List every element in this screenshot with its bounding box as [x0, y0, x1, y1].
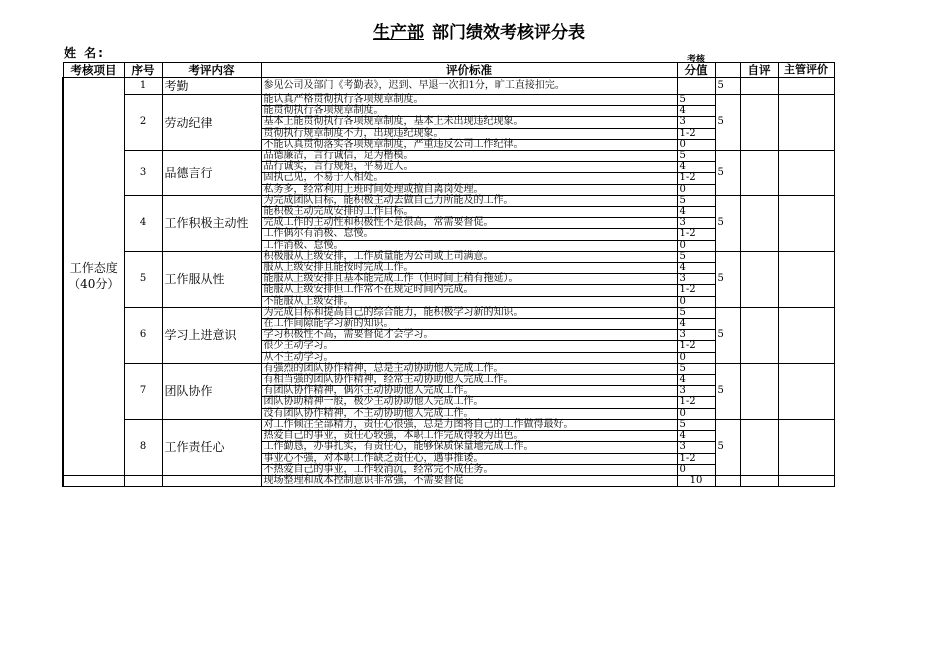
max-score-cell: 5 [715, 78, 740, 95]
criteria-cell: 事业心不强，对本职工作缺乏责任心，遇事推诿。 [261, 453, 677, 464]
supervisor-eval-cell[interactable] [778, 195, 834, 251]
score-cell: 1-2 [677, 285, 715, 296]
header-category: 考核项目 [63, 63, 124, 78]
self-eval-cell[interactable] [740, 195, 778, 251]
item-name-cell: 团队协作 [162, 363, 261, 419]
category-cell-next [63, 475, 124, 486]
table-body [63, 78, 834, 487]
criteria-cell: 工作偶尔有消极、怠慢。 [261, 229, 677, 240]
supervisor-eval-cell[interactable] [778, 95, 834, 151]
criteria-cell: 能认真严格贯彻执行各项规章制度。 [261, 95, 677, 106]
max-score-cell: 5 [715, 251, 740, 307]
header-criteria: 评价标准 [261, 63, 677, 78]
category-cell [63, 78, 124, 476]
criteria-cell: 工作勤恳，办事扎实，有责任心，能够保质保量地完成工作。 [261, 442, 677, 453]
criteria-cell: 有强烈的团队协作精神，总是主动协助他人完成工作。 [261, 363, 677, 374]
criteria-cell: 积极服从上级安排，工作质量能为公司或上司满意。 [261, 251, 677, 262]
header-score [677, 55, 715, 78]
score-cell: 5 [677, 151, 715, 162]
score-cell: 3 [677, 117, 715, 128]
category-label: 工作态度 [69, 261, 118, 276]
supervisor-eval-cell[interactable] [778, 419, 834, 475]
criteria-cell: 不能服从上级安排。 [261, 296, 677, 307]
seq-cell: 1 [124, 78, 162, 95]
header-score-top: 考核 [686, 55, 705, 65]
table-row [63, 307, 834, 318]
criteria-cell: 私务多，经常利用上班时间处理或擅自离岗处理。 [261, 184, 677, 195]
criteria-cell: 工作消极、怠慢。 [261, 240, 677, 251]
table-row [63, 363, 834, 374]
seq-cell: 3 [124, 151, 162, 196]
criteria-cell: 为完成目标和提高自己的综合能力，能积极学习新的知识。 [261, 307, 677, 318]
score-cell: 3 [677, 442, 715, 453]
score-cell: 3 [677, 330, 715, 341]
self-eval-cell[interactable] [740, 475, 778, 486]
criteria-cell: 热爱自己的事业，责任心较强，本职工作完成得较为出色。 [261, 431, 677, 442]
self-eval-cell[interactable] [740, 419, 778, 475]
criteria-cell: 不热爱自己的事业，工作较消沉，经常完不成任务。 [261, 464, 677, 475]
seq-cell: 6 [124, 307, 162, 363]
item-name-cell: 工作责任心 [162, 419, 261, 475]
max-score-cell [715, 475, 740, 486]
score-cell: 3 [677, 218, 715, 229]
score-cell: 0 [677, 408, 715, 419]
criteria-cell: 为完成团队目标，能积极主动去做自己力所能及的工作。 [261, 195, 677, 206]
seq-cell: 4 [124, 195, 162, 251]
score-cell: 4 [677, 375, 715, 386]
criteria-cell: 在工作间隙能学习新的知识。 [261, 319, 677, 330]
header-seq: 序号 [124, 63, 162, 78]
table-row [63, 151, 834, 162]
score-cell: 3 [677, 386, 715, 397]
item-name-cell: 劳动纪律 [162, 95, 261, 151]
seq-cell: 2 [124, 95, 162, 151]
supervisor-eval-cell[interactable] [778, 78, 834, 95]
criteria-cell: 服从上级安排且能按时完成工作。 [261, 263, 677, 274]
score-cell: 0 [677, 296, 715, 307]
score-cell: 1-2 [677, 397, 715, 408]
max-score-cell: 5 [715, 363, 740, 419]
table-row [63, 95, 834, 106]
score-cell: 0 [677, 464, 715, 475]
criteria-cell: 能贯彻执行各项规章制度。 [261, 106, 677, 117]
criteria-cell: 能服从上级安排但工作常不在规定时间内完成。 [261, 285, 677, 296]
score-cell: 4 [677, 162, 715, 173]
self-eval-cell[interactable] [740, 363, 778, 419]
seq-cell: 7 [124, 363, 162, 419]
self-eval-cell[interactable] [740, 95, 778, 151]
criteria-cell: 不能认真贯彻落实各项规章制度，严重违反公司工作纪律。 [261, 139, 677, 150]
score-cell: 5 [677, 419, 715, 430]
supervisor-eval-cell[interactable] [778, 251, 834, 307]
criteria-cell: 有相当强的团队协作精神，经常主动协助他人完成工作。 [261, 375, 677, 386]
score-cell: 4 [677, 106, 715, 117]
seq-cell [124, 475, 162, 486]
table-row [63, 475, 834, 486]
criteria-cell: 品德廉洁，言行诚信，足为楷模。 [261, 151, 677, 162]
supervisor-eval-cell[interactable] [778, 307, 834, 363]
criteria-cell: 能服从上级安排且基本能完成工作（但时间上稍有拖延）。 [261, 274, 677, 285]
header-score-label: 分值 [684, 63, 708, 77]
item-name-cell: 工作服从性 [162, 251, 261, 307]
item-name-cell [162, 475, 261, 486]
criteria-cell: 从不主动学习。 [261, 352, 677, 363]
criteria-cell: 学习积极性不高，需要督促才会学习。 [261, 330, 677, 341]
score-cell: 5 [677, 307, 715, 318]
score-cell: 5 [677, 95, 715, 106]
max-score-cell: 5 [715, 307, 740, 363]
score-cell: 1-2 [677, 341, 715, 352]
item-name-cell: 工作积极主动性 [162, 195, 261, 251]
category-points: （40分） [68, 277, 120, 292]
criteria-cell: 贯彻执行规章制度不力，出现违纪现象。 [261, 128, 677, 139]
evaluation-table [62, 55, 835, 487]
criteria-cell: 固执己见，不易于人相处。 [261, 173, 677, 184]
score-cell: 3 [677, 274, 715, 285]
max-score-cell: 5 [715, 419, 740, 475]
criteria-cell: 有团队协作精神，偶尔主动协助他人完成工作。 [261, 386, 677, 397]
score-cell: 5 [677, 251, 715, 262]
criteria-cell: 现场整理和成本控制意识非常强，不需要督促 [261, 475, 677, 486]
score-cell: 4 [677, 319, 715, 330]
score-cell: 0 [677, 139, 715, 150]
table-row [63, 419, 834, 430]
header-row [63, 63, 834, 78]
max-score-cell: 5 [715, 151, 740, 196]
self-eval-cell[interactable] [740, 307, 778, 363]
criteria-cell: 对工作倾注全部精力，责任心很强，总是力图将自己的工作做得最好。 [261, 419, 677, 430]
criteria-cell: 完成工作的主动性和积极性不是很高，常需要督促。 [261, 218, 677, 229]
criteria-cell: 很少主动学习。 [261, 341, 677, 352]
score-cell: 1-2 [677, 453, 715, 464]
self-eval-cell[interactable] [740, 251, 778, 307]
self-eval-cell[interactable] [740, 151, 778, 196]
score-cell: 1-2 [677, 128, 715, 139]
item-name-cell: 学习上进意识 [162, 307, 261, 363]
criteria-cell: 能积极主动完成安排的工作目标。 [261, 207, 677, 218]
supervisor-eval-cell[interactable] [778, 475, 834, 486]
score-cell [677, 78, 715, 95]
score-cell: 0 [677, 184, 715, 195]
title-department: 生产部 [373, 23, 424, 43]
score-cell: 5 [677, 363, 715, 374]
seq-cell: 8 [124, 419, 162, 475]
header-self: 自评 [740, 63, 778, 78]
score-cell: 0 [677, 352, 715, 363]
supervisor-eval-cell[interactable] [778, 151, 834, 196]
table-row [63, 195, 834, 206]
header-blank [715, 63, 740, 78]
max-score-cell: 5 [715, 195, 740, 251]
score-cell: 10 [677, 475, 715, 486]
score-cell: 1-2 [677, 173, 715, 184]
name-label: 姓 名: [64, 46, 105, 60]
form-title [0, 18, 950, 43]
supervisor-eval-cell[interactable] [778, 363, 834, 419]
criteria-cell: 没有团队协作精神，不主动协助他人完成工作。 [261, 408, 677, 419]
item-name-cell: 考勤 [162, 78, 261, 95]
max-score-cell: 5 [715, 95, 740, 151]
score-cell: 4 [677, 207, 715, 218]
score-cell: 4 [677, 263, 715, 274]
table-row [63, 251, 834, 262]
criteria-cell: 团队协助精神一般，极少主动协助他人完成工作。 [261, 397, 677, 408]
seq-cell: 5 [124, 251, 162, 307]
self-eval-cell[interactable] [740, 78, 778, 95]
score-cell: 1-2 [677, 229, 715, 240]
title-text: 部门绩效考核评分表 [432, 23, 585, 43]
criteria-cell: 参见公司及部门《考勤表》，迟到、早退一次扣1分，旷工直接扣完。 [261, 78, 677, 95]
criteria-cell: 品行诚实，言行规矩，平易近人。 [261, 162, 677, 173]
score-cell: 4 [677, 431, 715, 442]
score-cell: 5 [677, 195, 715, 206]
header-supervisor: 主管评价 [778, 63, 834, 78]
criteria-cell: 基本上能贯彻执行各项规章制度，基本上未出现违纪现象。 [261, 117, 677, 128]
item-name-cell: 品德言行 [162, 151, 261, 196]
header-content: 考评内容 [162, 63, 261, 78]
table-row [63, 78, 834, 95]
score-cell: 0 [677, 240, 715, 251]
